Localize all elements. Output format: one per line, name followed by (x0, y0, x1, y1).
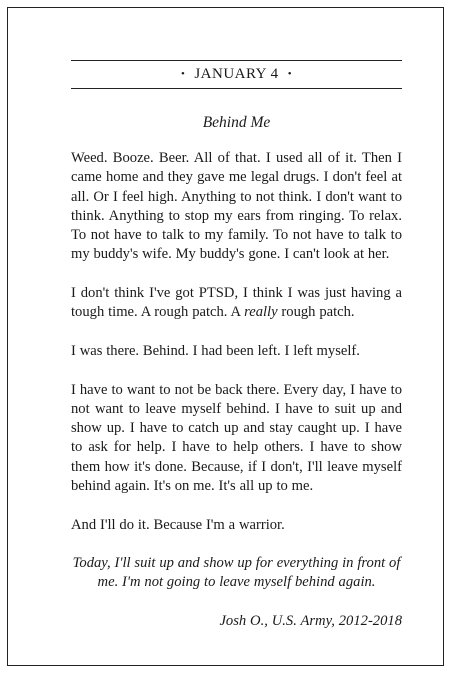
date-header (71, 65, 402, 83)
paragraph-2 (71, 284, 402, 323)
entry-body (71, 149, 402, 650)
daily-affirmation: Today, I'll suit up and show up for everything in front of me. I'm not going to leave myself behind again. (72, 554, 401, 591)
paragraph-1: Weed. Booze. Beer. All of that. I used all of it. Then I came home and they gave me legal drugs. I don't feel at all. Or I feel high. Anything to not think. I don't want to think. Anything to stop my ears from ringing. To relax. To not have to talk to my family. To not have to talk to my buddy's wife. My buddy's gone. I can't look at her. (71, 150, 402, 263)
paragraph-5: And I'll do it. Because I'm a warrior. (71, 516, 285, 533)
paragraph-2-start: I don't think I've got PTSD, I think I was just having a tough time. A rough patch. A (71, 285, 402, 321)
header-rule-top (71, 60, 402, 61)
paragraph-2-emphasis: really (244, 304, 278, 321)
bullet-right-icon: • (287, 68, 293, 80)
bullet-left-icon: • (180, 68, 186, 80)
paragraph-2-end: rough patch. (277, 304, 355, 321)
date-label: JANUARY 4 (194, 66, 279, 82)
paragraph-4: I have to want to not be back there. Every day, I have to not want to leave myself behind. I have to suit up and show up. I have to catch up and stay caught up. I have to ask for help. I have to help others. I have to show them how it's done. Because, if I don't, I'll leave myself behind again. It's on me. It's all up to me. (71, 381, 402, 495)
author-attribution: Josh O., U.S. Army, 2012-2018 (219, 612, 402, 629)
entry-title: Behind Me (202, 114, 271, 131)
paragraph-3: I was there. Behind. I had been left. I left myself. (71, 342, 360, 359)
header-rule-bottom (71, 88, 402, 89)
